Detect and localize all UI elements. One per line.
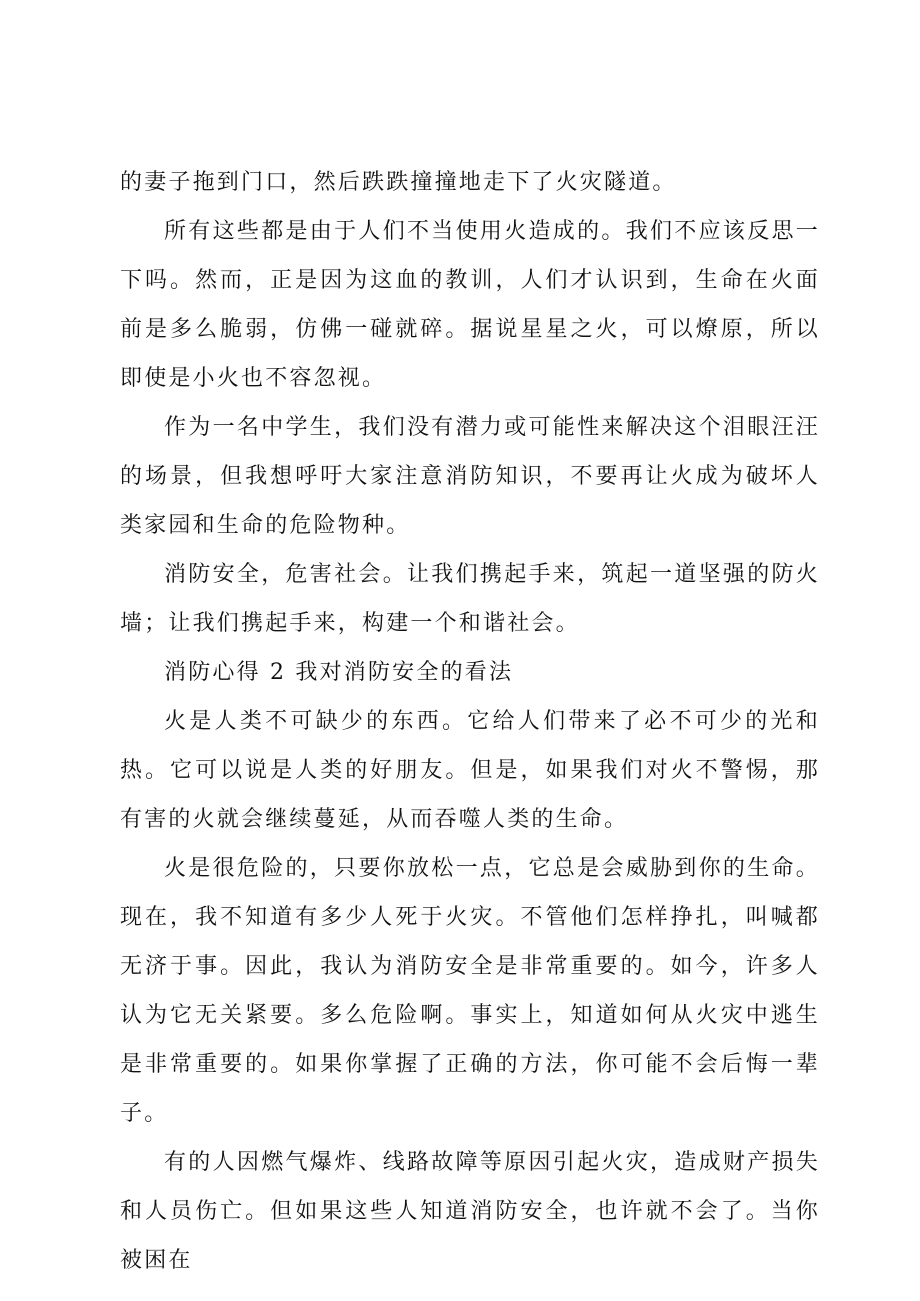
section-heading: 消防心得 2 我对消防安全的看法 (164, 660, 514, 685)
paragraph-call-to-action: 消防安全，危害社会。让我们携起手来，筑起一道坚强的防火墙；让我们携起手来，构建一个和谐社会。 (120, 562, 820, 636)
paragraph-student-appeal: 作为一名中学生，我们没有潜力或可能性来解决这个泪眼汪汪的场景，但我想呼吁大家注意消防知识，不要再让火成为破坏人类家园和生命的危险物种。 (120, 415, 820, 538)
paragraph-reflection: 所有这些都是由于人们不当使用火造成的。我们不应该反思一下吗。然而，正是因为这血的教训，人们才认识到，生命在火面前是多么脆弱，仿佛一碰就碎。据说星星之火，可以燎原，所以即使是小火也不容忽视。 (120, 219, 820, 391)
paragraph-fire-causes: 有的人因燃气爆炸、线路故障等原因引起火灾，造成财产损失和人员伤亡。但如果这些人知道消防安全，也许就不会了。当你被困在 (120, 1150, 820, 1273)
document-body (120, 158, 820, 1285)
paragraph-fire-intro: 火是人类不可缺少的东西。它给人们带来了必不可少的光和热。它可以说是人类的好朋友。但是，如果我们对火不警惕，那有害的火就会继续蔓延，从而吞噬人类的生命。 (120, 709, 820, 832)
paragraph-fire-danger: 火是很危险的，只要你放松一点，它总是会威胁到你的生命。现在，我不知道有多少人死于火灾。不管他们怎样挣扎，叫喊都无济于事。因此，我认为消防安全是非常重要的。如今，许多人认为它无关紧要。多么危险啊。事实上，知道如何从火灾中逃生是非常重要的。如果你掌握了正确的方法，你可能不会后悔一辈子。 (120, 856, 820, 1126)
paragraph-continuation: 的妻子拖到门口，然后跌跌撞撞地走下了火灾隧道。 (120, 170, 677, 195)
